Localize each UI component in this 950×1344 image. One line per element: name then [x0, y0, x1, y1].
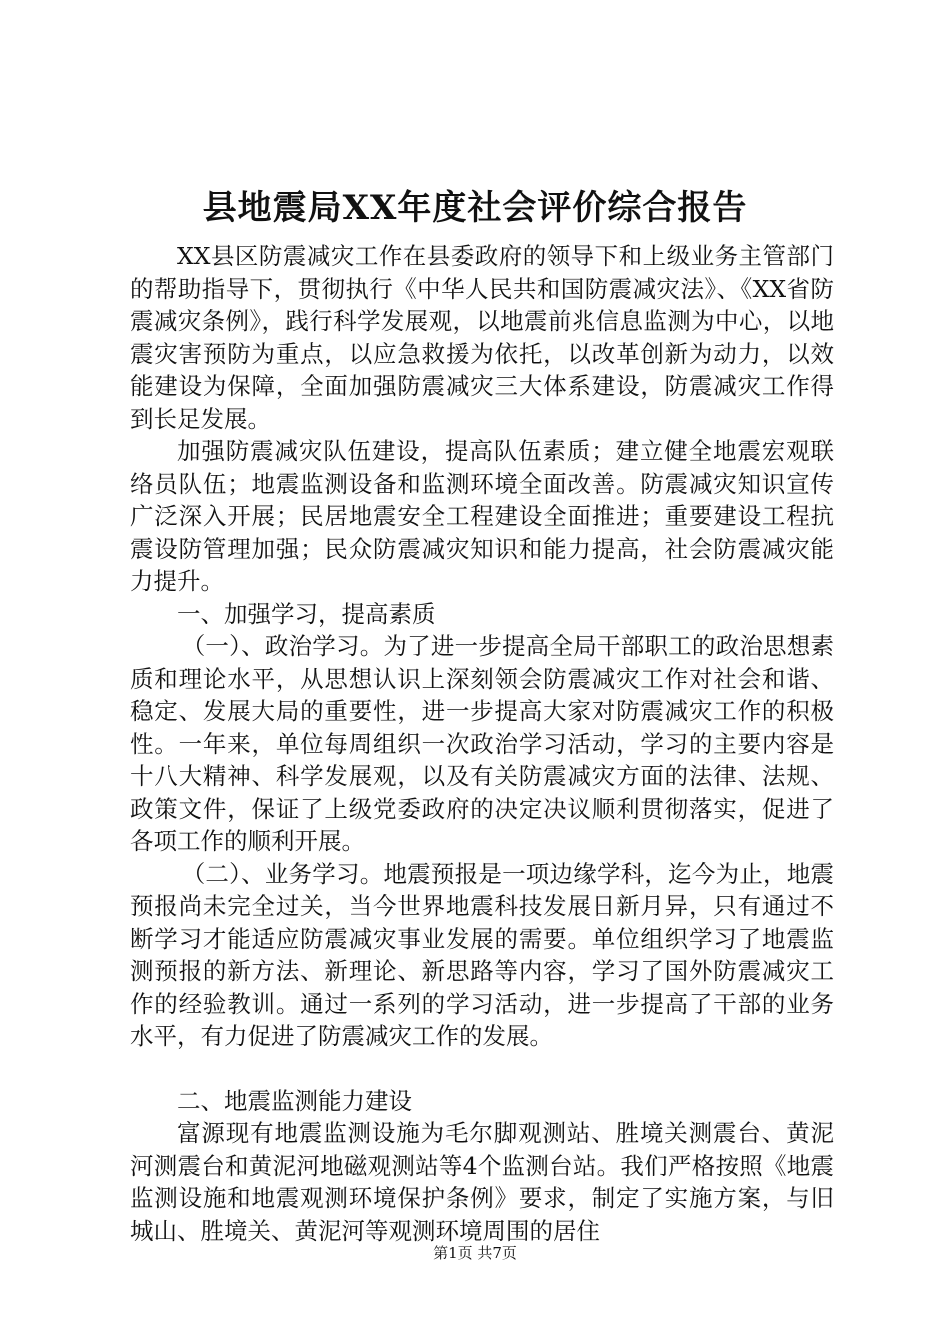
section-1-heading: 一、加强学习，提高素质 [177, 599, 436, 628]
document-body [130, 240, 834, 1247]
intro-paragraph-2: 加强防震减灾队伍建设，提高队伍素质；建立健全地震宏观联络员队伍；地震监测设备和监测环境全面改善。防震减灾知识宣传广泛深入开展；民居地震安全工程建设全面推进；重要建设工程抗震设防管理加强；民众防震减灾知识和能力提高，社会防震减灾能力提升。 [130, 437, 834, 595]
document-title: 县地震局XX年度社会评价综合报告 [202, 188, 748, 228]
paragraph-gap [130, 1053, 834, 1085]
intro-paragraph-1: XX县区防震减灾工作在县委政府的领导下和上级业务主管部门的帮助指导下，贯彻执行《中华人民共和国防震减灾法》、《XX省防震减灾条例》，践行科学发展观，以地震前兆信息监测为中心，以地震灾害预防为重点，以应急救援为依托，以改革创新为动力，以效能建设为保障，全面加强防震减灾三大体系建设，防震减灾工作得到长足发展。 [130, 242, 834, 433]
section-1-paragraph-1: （一）、政治学习。为了进一步提高全局干部职工的政治思想素质和理论水平，从思想认识上深刻领会防震减灾工作对社会和谐、稳定、发展大局的重要性，进一步提高大家对防震减灾工作的积极性。一年来，单位每周组织一次政治学习活动，学习的主要内容是十八大精神、科学发展观，以及有关防震减灾方面的法律、法规、政策文件，保证了上级党委政府的决定决议顺利贯彻落实，促进了各项工作的顺利开展。 [130, 632, 834, 855]
page-footer: 第1页 共7页 [433, 1244, 517, 1262]
section-2-paragraph-1: 富源现有地震监测设施为毛尔脚观测站、胜境关测震台、黄泥河测震台和黄泥河地磁观测站等4个监测台站。我们严格按照《地震监测设施和地震观测环境保护条例》要求，制定了实施方案，与旧城山、胜境关、黄泥河等观测环境周围的居住 [130, 1119, 834, 1245]
section-2-heading: 二、地震监测能力建设 [177, 1086, 412, 1115]
section-1-paragraph-2: （二）、业务学习。地震预报是一项边缘学科，迄今为止，地震预报尚未完全过关，当今世界地震科技发展日新月异，只有通过不断学习才能适应防震减灾事业发展的需要。单位组织学习了地震监测预报的新方法、新理论、新思路等内容，学习了国外防震减灾工作的经验教训。通过一系列的学习活动，进一步提高了干部的业务水平，有力促进了防震减灾工作的发展。 [130, 859, 834, 1050]
